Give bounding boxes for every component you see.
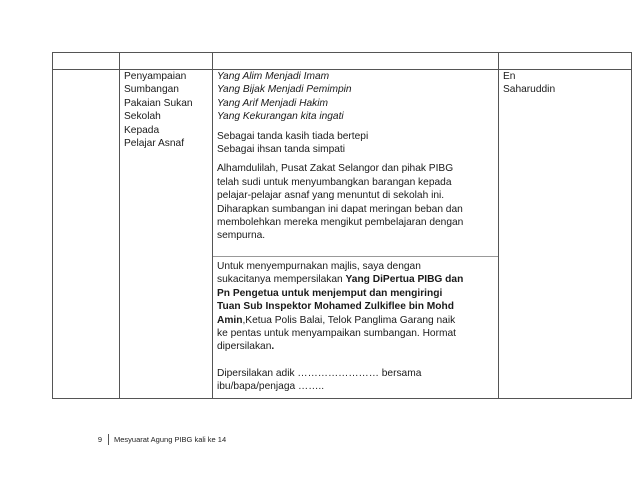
- paragraph-line: dipersilakan.: [217, 341, 275, 353]
- table-row: [53, 70, 632, 399]
- item-line: Kepada: [124, 124, 160, 136]
- paragraph-line: sempurna.: [217, 230, 266, 242]
- paragraph-line: Tuan Sub Inspektor Mohamed Zulkiflee bin Mohd: [217, 301, 454, 313]
- verse-line: Sebagai tanda kasih tiada bertepi: [217, 130, 369, 142]
- song-line: Yang Alim Menjadi Imam: [217, 71, 330, 82]
- paragraph-line: Alhamdulilah, Pusat Zakat Selangor dan pihak PIBG: [217, 163, 454, 175]
- verse-line: Sebagai ihsan tanda simpati: [217, 144, 345, 156]
- paragraph-line: telah sudi untuk menyumbangkan barangan kepada: [217, 176, 452, 188]
- page-footer: [86, 434, 226, 445]
- person-cell: [499, 70, 632, 399]
- paragraph-line: Pn Pengetua untuk menjemput dan mengiringi: [217, 287, 443, 299]
- song-line: Yang Kekurangan kita ingati: [217, 111, 344, 123]
- table-header-row: [53, 53, 632, 70]
- item-cell: [120, 70, 213, 399]
- item-line: Penyampaian: [124, 71, 187, 82]
- paragraph-line: Amin,Ketua Polis Balai, Telok Panglima Garang naik: [217, 314, 456, 326]
- song-line: Yang Arif Menjadi Hakim: [217, 97, 328, 109]
- script-cell: [213, 70, 499, 399]
- footer-title: Mesyuarat Agung PIBG kali ke 14: [114, 435, 227, 444]
- page-number: 9: [86, 434, 109, 445]
- paragraph-line: Dipersilakan adik …………………… bersama: [217, 367, 422, 379]
- paragraph-line: ke pentas untuk menyampaikan sumbangan. Hormat: [217, 327, 456, 339]
- empty-cell: [53, 70, 120, 399]
- item-line: Pelajar Asnaf: [124, 138, 185, 150]
- item-line: Sekolah: [124, 111, 161, 123]
- person-line: En: [503, 71, 516, 82]
- paragraph-line: Untuk menyempurnakan majlis, saya dengan: [217, 260, 421, 272]
- paragraph-line: sukacitanya mempersilakan Yang DiPertua PIBG dan: [217, 274, 464, 286]
- paragraph-line: ibu/bapa/penjaga ……..: [217, 381, 325, 393]
- agenda-table: [52, 52, 632, 399]
- item-line: Pakaian Sukan: [124, 97, 193, 109]
- paragraph-line: membolehkan mereka mengikut pembelajaran dengan: [217, 217, 464, 229]
- song-line: Yang Bijak Menjadi Pemimpin: [217, 84, 352, 96]
- item-line: Sumbangan: [124, 84, 179, 96]
- person-line: Saharuddin: [503, 84, 556, 96]
- paragraph-line: Diharapkan sumbangan ini dapat meringan beban dan: [217, 203, 463, 215]
- paragraph-line: pelajar-pelajar asnaf yang menuntut di sekolah ini.: [217, 190, 445, 202]
